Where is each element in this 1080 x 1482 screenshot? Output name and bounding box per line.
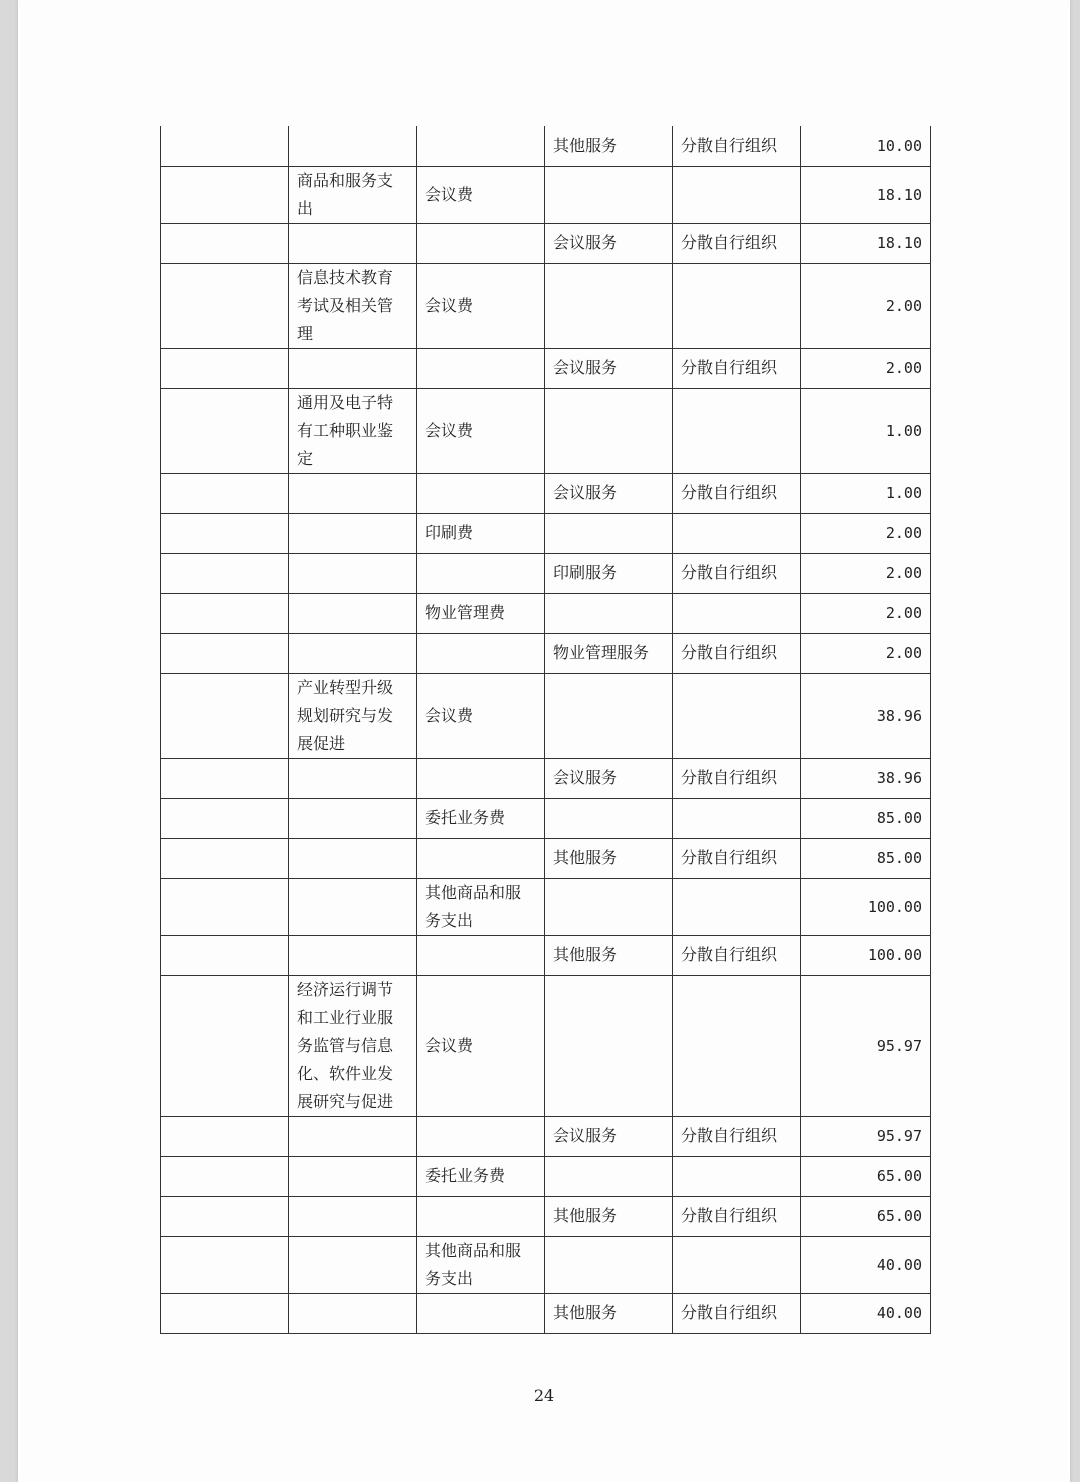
amount-cell: 1.00: [801, 473, 931, 513]
col-blank-cell: [161, 633, 289, 673]
col-blank-cell: [161, 838, 289, 878]
table-row: [161, 798, 931, 838]
expense-type-cell: 印刷费: [417, 513, 545, 553]
expense-type-cell: 委托业务费: [417, 798, 545, 838]
amount-cell: 40.00: [801, 1236, 931, 1293]
col-blank-cell: [161, 1156, 289, 1196]
table-row: [161, 1236, 931, 1293]
expense-type-cell: [417, 935, 545, 975]
table-row: [161, 1293, 931, 1333]
amount-cell: 2.00: [801, 633, 931, 673]
amount-cell: 38.96: [801, 758, 931, 798]
procurement-method-cell: [673, 166, 801, 223]
procurement-method-cell: [673, 388, 801, 473]
table-row: [161, 673, 931, 758]
item-category-cell: [289, 593, 417, 633]
budget-table: [160, 126, 931, 1334]
procurement-method-cell: [673, 1156, 801, 1196]
table-row: [161, 935, 931, 975]
amount-cell: 40.00: [801, 1293, 931, 1333]
procurement-item-cell: 物业管理服务: [545, 633, 673, 673]
amount-cell: 65.00: [801, 1156, 931, 1196]
procurement-item-cell: 其他服务: [545, 1293, 673, 1333]
procurement-item-cell: 会议服务: [545, 348, 673, 388]
expense-type-cell: 委托业务费: [417, 1156, 545, 1196]
table-row: [161, 975, 931, 1116]
expense-type-cell: 会议费: [417, 263, 545, 348]
item-category-cell: [289, 223, 417, 263]
procurement-item-cell: [545, 513, 673, 553]
amount-cell: 65.00: [801, 1196, 931, 1236]
col-blank-cell: [161, 975, 289, 1116]
table-row: [161, 838, 931, 878]
item-category-cell: [289, 553, 417, 593]
item-category-cell: [289, 798, 417, 838]
expense-type-cell: 会议费: [417, 975, 545, 1116]
procurement-item-cell: 其他服务: [545, 935, 673, 975]
expense-type-cell: [417, 1196, 545, 1236]
item-category-cell: [289, 1196, 417, 1236]
amount-cell: 2.00: [801, 593, 931, 633]
amount-cell: 2.00: [801, 263, 931, 348]
procurement-item-cell: [545, 1156, 673, 1196]
expense-type-cell: [417, 348, 545, 388]
table-row: [161, 1156, 931, 1196]
item-category-cell: [289, 1293, 417, 1333]
amount-cell: 2.00: [801, 513, 931, 553]
col-blank-cell: [161, 126, 289, 166]
amount-cell: 95.97: [801, 1116, 931, 1156]
table-row: [161, 633, 931, 673]
amount-cell: 18.10: [801, 166, 931, 223]
document-page: [18, 0, 1070, 1482]
amount-cell: 85.00: [801, 838, 931, 878]
col-blank-cell: [161, 593, 289, 633]
table-row: [161, 878, 931, 935]
expense-type-cell: 其他商品和服务支出: [417, 1236, 545, 1293]
procurement-item-cell: [545, 593, 673, 633]
expense-type-cell: 会议费: [417, 388, 545, 473]
col-blank-cell: [161, 553, 289, 593]
procurement-method-cell: 分散自行组织: [673, 1293, 801, 1333]
procurement-method-cell: 分散自行组织: [673, 633, 801, 673]
item-category-cell: [289, 1116, 417, 1156]
table-row: [161, 263, 931, 348]
col-blank-cell: [161, 473, 289, 513]
col-blank-cell: [161, 935, 289, 975]
item-category-cell: [289, 513, 417, 553]
amount-cell: 10.00: [801, 126, 931, 166]
procurement-method-cell: [673, 673, 801, 758]
item-category-cell: 商品和服务支出: [289, 166, 417, 223]
item-category-cell: [289, 1236, 417, 1293]
procurement-item-cell: [545, 1236, 673, 1293]
expense-type-cell: 其他商品和服务支出: [417, 878, 545, 935]
item-category-cell: 信息技术教育考试及相关管理: [289, 263, 417, 348]
expense-type-cell: [417, 1293, 545, 1333]
procurement-item-cell: [545, 388, 673, 473]
procurement-method-cell: [673, 513, 801, 553]
table-row: [161, 1196, 931, 1236]
procurement-item-cell: 会议服务: [545, 1116, 673, 1156]
col-blank-cell: [161, 758, 289, 798]
amount-cell: 18.10: [801, 223, 931, 263]
col-blank-cell: [161, 878, 289, 935]
expense-type-cell: [417, 223, 545, 263]
procurement-method-cell: 分散自行组织: [673, 935, 801, 975]
amount-cell: 85.00: [801, 798, 931, 838]
procurement-item-cell: 会议服务: [545, 223, 673, 263]
item-category-cell: [289, 126, 417, 166]
amount-cell: 2.00: [801, 553, 931, 593]
procurement-method-cell: 分散自行组织: [673, 348, 801, 388]
col-blank-cell: [161, 1293, 289, 1333]
item-category-cell: [289, 758, 417, 798]
item-category-cell: [289, 838, 417, 878]
amount-cell: 38.96: [801, 673, 931, 758]
expense-type-cell: [417, 758, 545, 798]
item-category-cell: 通用及电子特有工种职业鉴定: [289, 388, 417, 473]
amount-cell: 1.00: [801, 388, 931, 473]
procurement-method-cell: [673, 593, 801, 633]
procurement-method-cell: 分散自行组织: [673, 1116, 801, 1156]
procurement-item-cell: [545, 263, 673, 348]
procurement-item-cell: 其他服务: [545, 838, 673, 878]
amount-cell: 95.97: [801, 975, 931, 1116]
table-row: [161, 473, 931, 513]
procurement-item-cell: [545, 798, 673, 838]
procurement-item-cell: 印刷服务: [545, 553, 673, 593]
procurement-method-cell: [673, 878, 801, 935]
procurement-item-cell: [545, 673, 673, 758]
item-category-cell: [289, 878, 417, 935]
item-category-cell: 产业转型升级规划研究与发展促进: [289, 673, 417, 758]
item-category-cell: [289, 1156, 417, 1196]
procurement-method-cell: 分散自行组织: [673, 1196, 801, 1236]
procurement-method-cell: 分散自行组织: [673, 223, 801, 263]
col-blank-cell: [161, 348, 289, 388]
col-blank-cell: [161, 1196, 289, 1236]
item-category-cell: [289, 633, 417, 673]
table-row: [161, 553, 931, 593]
budget-table-body: [161, 126, 931, 1333]
table-row: [161, 223, 931, 263]
procurement-method-cell: 分散自行组织: [673, 553, 801, 593]
table-row: [161, 513, 931, 553]
table-row: [161, 1116, 931, 1156]
col-blank-cell: [161, 513, 289, 553]
col-blank-cell: [161, 1236, 289, 1293]
item-category-cell: 经济运行调节和工业行业服务监管与信息化、软件业发展研究与促进: [289, 975, 417, 1116]
amount-cell: 100.00: [801, 935, 931, 975]
col-blank-cell: [161, 1116, 289, 1156]
procurement-method-cell: 分散自行组织: [673, 126, 801, 166]
procurement-method-cell: 分散自行组织: [673, 758, 801, 798]
procurement-method-cell: [673, 1236, 801, 1293]
procurement-method-cell: [673, 975, 801, 1116]
amount-cell: 100.00: [801, 878, 931, 935]
expense-type-cell: 会议费: [417, 166, 545, 223]
expense-type-cell: [417, 473, 545, 513]
item-category-cell: [289, 935, 417, 975]
col-blank-cell: [161, 263, 289, 348]
expense-type-cell: [417, 126, 545, 166]
procurement-item-cell: 其他服务: [545, 1196, 673, 1236]
col-blank-cell: [161, 166, 289, 223]
item-category-cell: [289, 473, 417, 513]
procurement-item-cell: [545, 975, 673, 1116]
table-row: [161, 348, 931, 388]
expense-type-cell: [417, 553, 545, 593]
table-row: [161, 166, 931, 223]
procurement-item-cell: 会议服务: [545, 758, 673, 798]
table-row: [161, 126, 931, 166]
procurement-item-cell: [545, 166, 673, 223]
procurement-method-cell: 分散自行组织: [673, 473, 801, 513]
procurement-method-cell: [673, 798, 801, 838]
table-row: [161, 593, 931, 633]
procurement-method-cell: [673, 263, 801, 348]
table-row: [161, 758, 931, 798]
expense-type-cell: [417, 1116, 545, 1156]
col-blank-cell: [161, 673, 289, 758]
expense-type-cell: 物业管理费: [417, 593, 545, 633]
col-blank-cell: [161, 388, 289, 473]
expense-type-cell: [417, 838, 545, 878]
procurement-method-cell: 分散自行组织: [673, 838, 801, 878]
amount-cell: 2.00: [801, 348, 931, 388]
item-category-cell: [289, 348, 417, 388]
page-number: 24: [533, 1386, 555, 1405]
expense-type-cell: 会议费: [417, 673, 545, 758]
table-row: [161, 388, 931, 473]
col-blank-cell: [161, 798, 289, 838]
col-blank-cell: [161, 223, 289, 263]
procurement-item-cell: 会议服务: [545, 473, 673, 513]
procurement-item-cell: [545, 878, 673, 935]
procurement-item-cell: 其他服务: [545, 126, 673, 166]
expense-type-cell: [417, 633, 545, 673]
